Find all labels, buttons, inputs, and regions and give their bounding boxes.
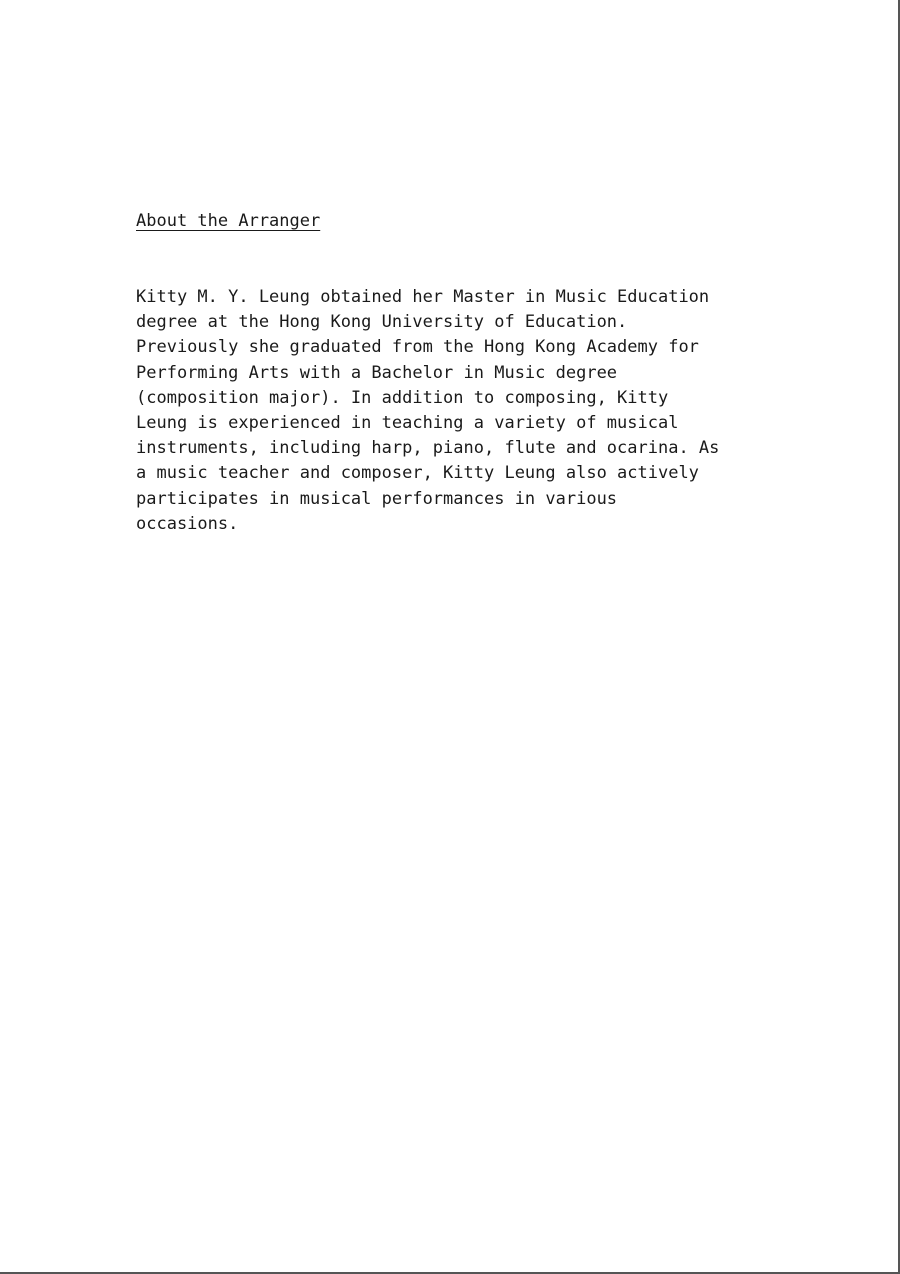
bio-line: Kitty M. Y. Leung obtained her Master in Music Education	[136, 287, 710, 307]
section-heading: About the Arranger	[136, 211, 321, 231]
bio-line: a music teacher and composer, Kitty Leung also actively	[136, 463, 699, 484]
bio-line: instruments, including harp, piano, flute and ocarina. As	[136, 438, 720, 459]
arranger-bio	[136, 285, 776, 537]
arranger-section	[136, 209, 776, 537]
bio-line: participates in musical performances in various	[136, 488, 618, 509]
bio-line: degree at the Hong Kong University of Education.	[136, 312, 628, 333]
bio-line: (composition major). In addition to composing, Kitty	[136, 387, 669, 408]
bio-line: Previously she graduated from the Hong Kong Academy for	[136, 337, 699, 358]
bio-line: Performing Arts with a Bachelor in Music degree	[136, 362, 618, 383]
bio-line: occasions.	[136, 513, 239, 534]
bio-line: Leung is experienced in teaching a variety of musical	[136, 413, 679, 434]
